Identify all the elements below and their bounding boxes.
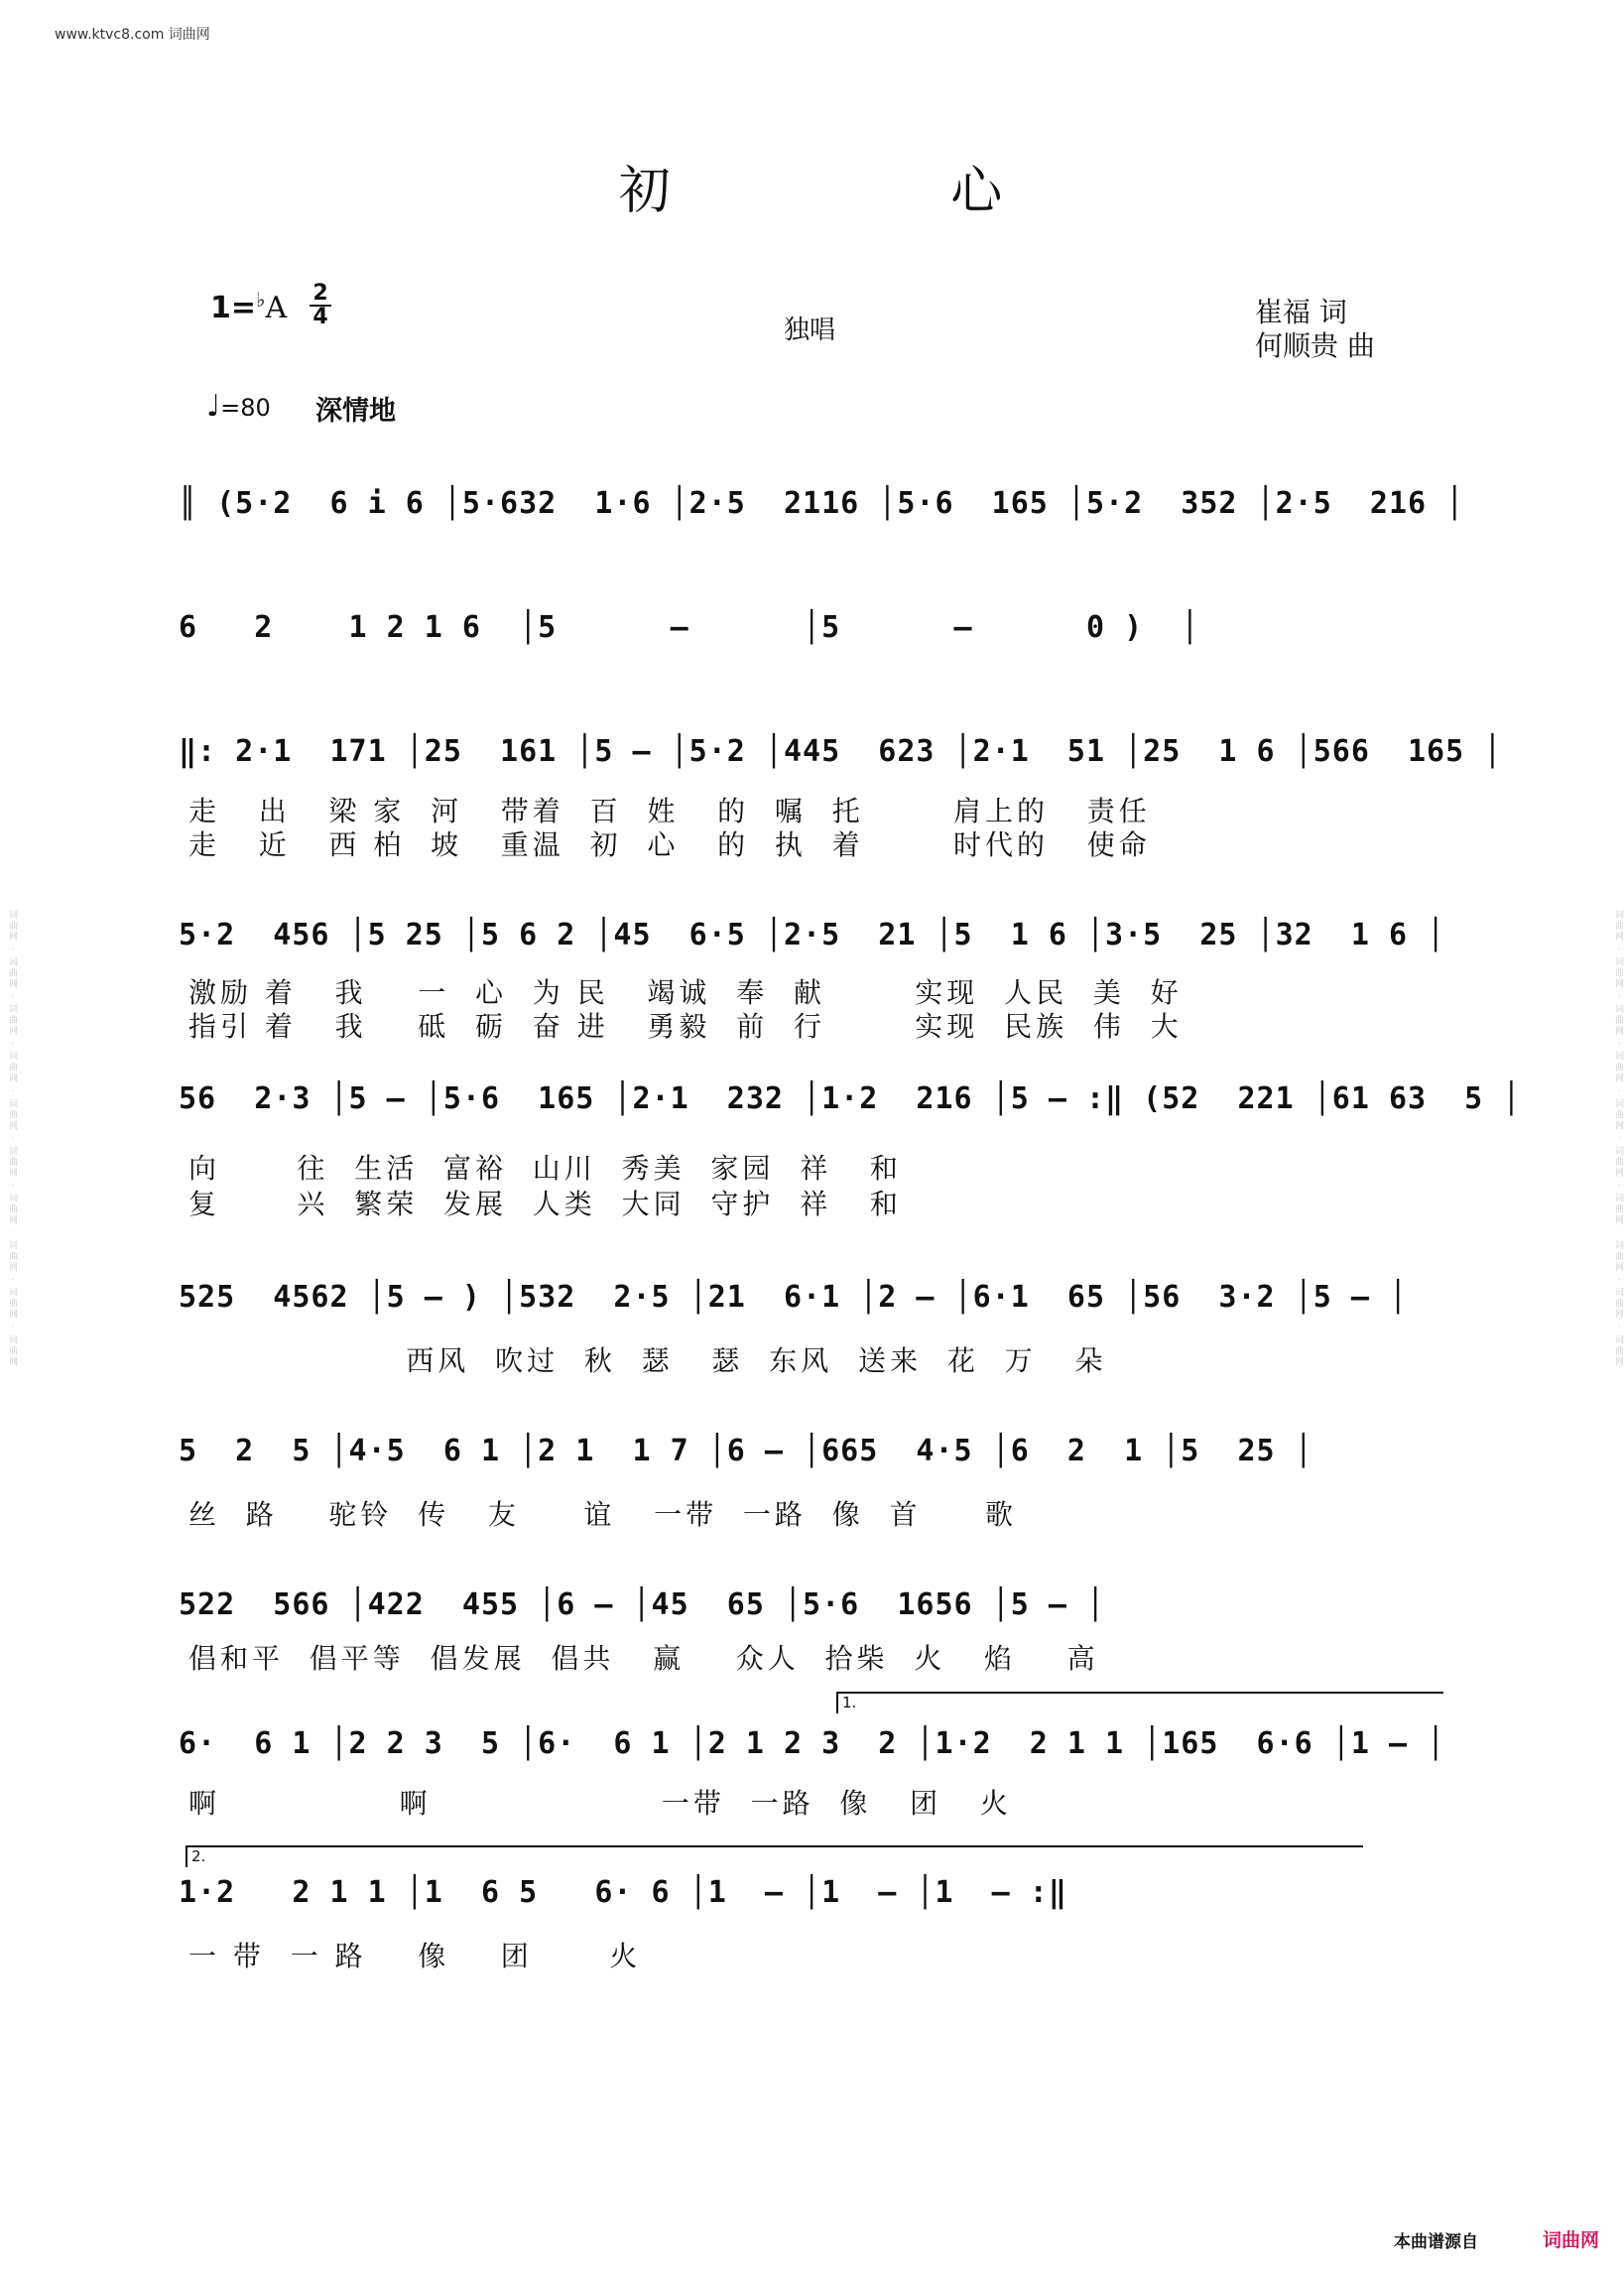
- lyric-verse-1: 倡和平 倡平等 倡发展 倡共 赢 众人 拾柴 火 焰 高: [188, 1642, 1099, 1675]
- score-line-8: [179, 1587, 1443, 1675]
- time-signature-bottom: 4: [312, 305, 328, 329]
- watermark-text: 词曲网: [1613, 1287, 1623, 1321]
- score-line-3: [179, 734, 1503, 861]
- notation: 525 4562 │5 – ) │532 2·5 │21 6·1 │2 – │6·1 65 │56 3·2 │5 – │: [179, 1280, 1408, 1315]
- notation: ‖: 2·1 171 │25 161 │5 – │5·2 │445 623 │2·1 51 │25 1 6 │566 165 │: [179, 734, 1503, 769]
- watermark-text: 词曲网: [1613, 1193, 1623, 1226]
- lyric-verse-2: 复 兴 繁荣 发展 人类 大同 守护 祥 和: [188, 1188, 902, 1220]
- notation: 5·2 456 │5 25 │5 6 2 │45 6·5 │2·5 21 │5 1 6 │3·5 25 │32 1 6 │: [179, 918, 1446, 952]
- watermark-text: 词曲网: [7, 1334, 17, 1368]
- notation: 5 2 5 │4·5 6 1 │2 1 1 7 │6 – │665 4·5 │6 2 1 │5 25 │: [179, 1434, 1313, 1468]
- lyric-verse-1: 向 往 生活 富裕 山川 秀美 家园 祥 和: [188, 1152, 902, 1185]
- quarter-note-icon: ♩: [206, 389, 221, 424]
- watermark-text: 词曲网: [7, 1193, 17, 1226]
- notation: 6 2 1 2 1 6 │5 – │5 – 0 ) │: [179, 610, 1200, 645]
- song-title: 初 心: [618, 162, 1006, 221]
- notation: ║ (5·2 6 i 6 │5·632 1·6 │2·5 2116 │5·6 165 │5·2 352 │2·5 216 │: [179, 486, 1465, 521]
- watermark-text: 词曲网: [1613, 956, 1623, 990]
- score-line-7: [179, 1434, 1443, 1531]
- time-signature: [310, 281, 331, 329]
- watermark-right: 词曲网 · 词曲网 · 词曲网 · 词曲网 · 词曲网 · 词曲网 · 词曲网 · 词曲网 · 词曲网 · 词曲网: [1613, 909, 1623, 1368]
- lyric-verse-1: 一 带 一 路 像 团 火: [188, 1940, 642, 1972]
- score-line-4: [179, 918, 1446, 1043]
- footer-source: 本曲谱源自: [1394, 2232, 1478, 2252]
- lyricist: 崔福 词: [1255, 296, 1347, 328]
- watermark-text: 词曲网: [1613, 1145, 1623, 1179]
- lyric-verse-1: 走 出 梁 家 河 带着 百 姓 的 嘱 托 肩上的 责任: [188, 795, 1151, 827]
- notation: 522 566 │422 455 │6 – │45 65 │5·6 1656 │5 – │: [179, 1587, 1106, 1622]
- credits: [1255, 296, 1375, 363]
- lyric-verse-1: 丝 路 驼铃 传 友 谊 一带 一路 像 首 歌: [188, 1498, 1018, 1531]
- notation: 1·2 2 1 1 │1 6 5 6· 6 │1 – │1 – │1 – :‖: [179, 1875, 1067, 1910]
- key-prefix: 1=: [210, 291, 257, 325]
- tempo-value: =80: [220, 394, 271, 422]
- expression-marking: 深情地: [315, 396, 396, 427]
- watermark-text: 词曲网: [7, 1239, 17, 1273]
- watermark-text: 词曲网: [1613, 1051, 1623, 1084]
- watermark-text: 词曲网: [7, 1004, 17, 1038]
- site-header: www.ktvc8.com 词曲网: [55, 27, 210, 43]
- lyric-verse-2: 走 近 西 柏 坡 重温 初 心 的 执 着 时代的 使命: [188, 828, 1151, 861]
- score-line-10: [179, 1875, 1443, 1972]
- score-line-2: [179, 610, 1443, 670]
- watermark-text: 词曲网: [7, 1287, 17, 1321]
- composer: 何顺贵 曲: [1255, 329, 1375, 362]
- key-signature: [210, 288, 287, 325]
- score-line-1: [179, 486, 1465, 546]
- tempo-marking: [206, 389, 271, 424]
- volta-bracket-2: [186, 1845, 1363, 1867]
- watermark-text: 词曲网: [1613, 1334, 1623, 1368]
- watermark-text: 词曲网: [7, 1098, 17, 1132]
- lyric-verse-1: 啊 啊 一带 一路 像 团 火: [188, 1787, 1012, 1820]
- lyric-verse-2: 指引 着 我 砥 砺 奋 进 勇毅 前 行 实现 民族 伟 大: [188, 1010, 1183, 1043]
- footer-site-link[interactable]: 词曲网: [1543, 2229, 1600, 2251]
- volta-label: 1.: [842, 1694, 857, 1711]
- score-line-6: [179, 1280, 1443, 1377]
- volta-label: 2.: [191, 1847, 206, 1865]
- lyric-verse-1: 西风 吹过 秋 瑟 瑟 东风 送来 花 万 朵: [188, 1344, 1107, 1377]
- score-line-9: [179, 1726, 1446, 1820]
- watermark-left: 词曲网 · 词曲网 · 词曲网 · 词曲网 · 词曲网 · 词曲网 · 词曲网 · 词曲网 · 词曲网 · 词曲网: [7, 909, 17, 1368]
- watermark-text: 词曲网: [7, 956, 17, 990]
- watermark-text: 词曲网: [1613, 1239, 1623, 1273]
- watermark-text: 词曲网: [1613, 1098, 1623, 1132]
- watermark-text: 词曲网: [7, 909, 17, 943]
- volta-bracket-1: [836, 1692, 1443, 1713]
- watermark-text: 词曲网: [7, 1145, 17, 1179]
- lyric-verse-1: 激励 着 我 一 心 为 民 竭诚 奉 献 实现 人民 美 好: [188, 976, 1183, 1009]
- score-line-5: [179, 1081, 1522, 1220]
- notation: 6· 6 1 │2 2 3 5 │6· 6 1 │2 1 2 3 2 │1·2 2 1 1 │165 6·6 │1 – │: [179, 1726, 1446, 1761]
- flat-sign: ♭: [256, 288, 266, 312]
- time-signature-top: 2: [312, 281, 328, 306]
- watermark-text: 词曲网: [1613, 909, 1623, 943]
- watermark-text: 词曲网: [1613, 1004, 1623, 1038]
- watermark-text: 词曲网: [7, 1051, 17, 1084]
- notation: 56 2·3 │5 – │5·6 165 │2·1 232 │1·2 216 │5 – :‖ (52 221 │61 63 5 │: [179, 1081, 1522, 1116]
- key-note: A: [265, 291, 288, 325]
- performance-form: 独唱: [784, 316, 836, 345]
